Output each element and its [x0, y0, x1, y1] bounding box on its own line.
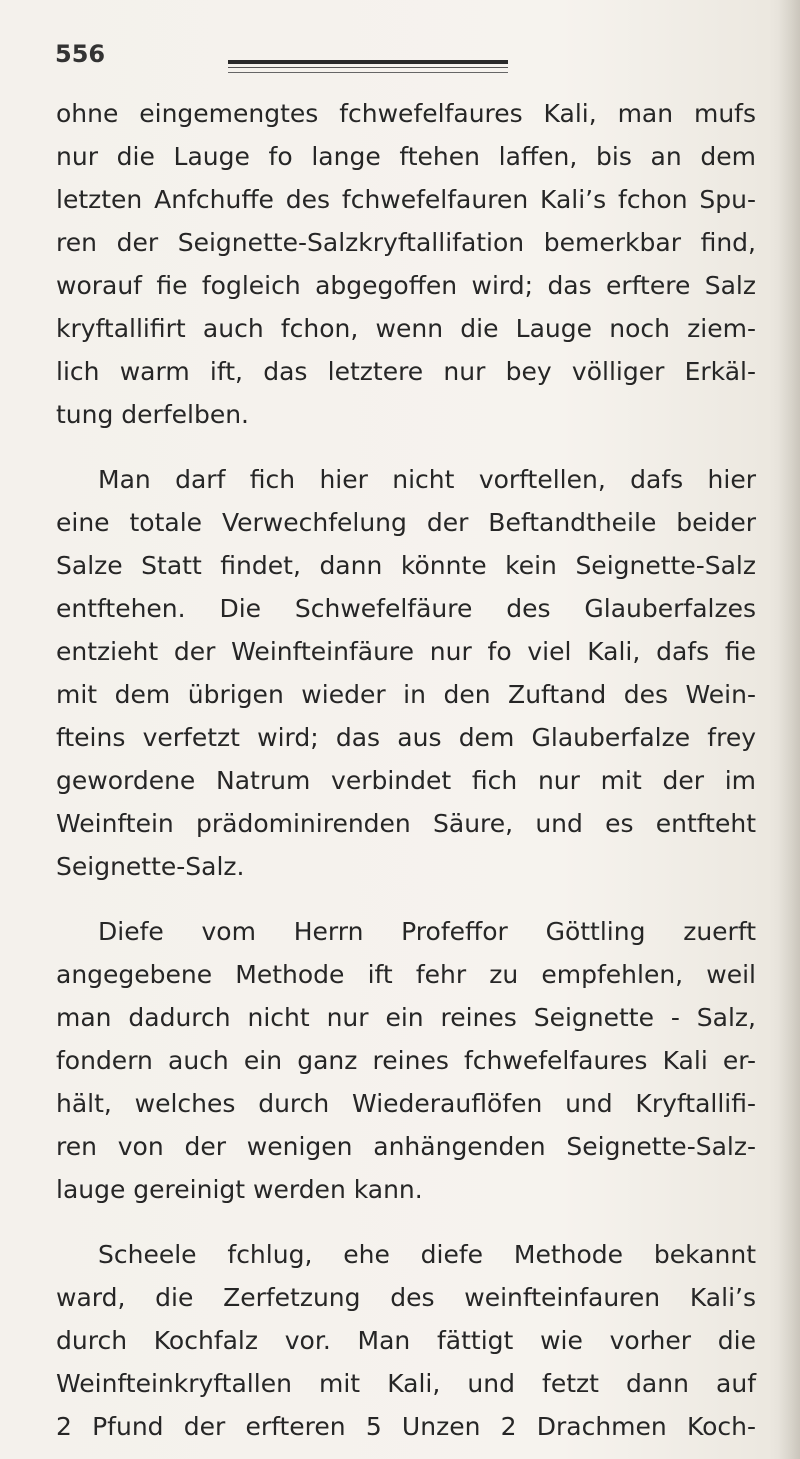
- text-line: man dadurch nicht nur ein reines Seignette - Salz,: [56, 1003, 756, 1032]
- header-rule-thin: [228, 72, 508, 73]
- header-rule: [228, 60, 508, 68]
- paragraph-gap: [56, 1211, 756, 1233]
- text-line: nur die Lauge fo lange ftehen laffen, bis an dem: [56, 142, 756, 171]
- text-line: kryftallifirt auch fchon, wenn die Lauge noch ziem-: [56, 314, 756, 343]
- text-line: entzieht der Weinfteinfäure nur fo viel Kali, dafs fie: [56, 637, 756, 666]
- text-line: Man darf fich hier nicht vorftellen, dafs hier: [98, 465, 756, 494]
- text-line: letzten Anfchuffe des fchwefelfauren Kali’s fchon Spu-: [56, 185, 756, 214]
- text-line: angegebene Methode ift fehr zu empfehlen, weil: [56, 960, 756, 989]
- text-line: eine totale Verwechfelung der Beftandtheile beider: [56, 508, 756, 537]
- text-line: hält, welches durch Wiederauflöfen und Kryftallifi-: [56, 1089, 756, 1118]
- text-line: Seignette-Salz.: [56, 852, 245, 881]
- paragraph-gap: [56, 888, 756, 910]
- paragraph: [56, 458, 756, 888]
- text-line: ren von der wenigen anhängenden Seignette-Salz-: [56, 1132, 756, 1161]
- text-line: durch Kochfalz vor. Man fättigt wie vorher die: [56, 1326, 756, 1355]
- text-line: Weinfteinkryftallen mit Kali, und fetzt dann auf: [56, 1369, 756, 1398]
- paragraph: [56, 92, 756, 436]
- text-line: ward, die Zerfetzung des weinfteinfauren Kali’s: [56, 1283, 756, 1312]
- text-line: fondern auch ein ganz reines fchwefelfaures Kali er-: [56, 1046, 756, 1075]
- text-line: 2 Pfund der erfteren 5 Unzen 2 Drachmen Koch-: [56, 1412, 756, 1441]
- text-line: ren der Seignette-Salzkryftallifation bemerkbar find,: [56, 228, 756, 257]
- text-line: lauge gereinigt werden kann.: [56, 1175, 423, 1204]
- paragraph: [56, 1233, 756, 1448]
- paragraph-gap: [56, 436, 756, 458]
- text-line: ohne eingemengtes fchwefelfaures Kali, man mufs: [56, 99, 756, 128]
- text-line: entftehen. Die Schwefelfäure des Glauberfalzes: [56, 594, 756, 623]
- text-line: tung derfelben.: [56, 400, 250, 429]
- text-line: worauf fie fogleich abgegoffen wird; das erftere Salz: [56, 271, 756, 300]
- text-line: Scheele fchlug, ehe diefe Methode bekannt: [98, 1240, 756, 1269]
- paragraph: [56, 910, 756, 1211]
- body-text: [56, 92, 756, 1448]
- text-line: Weinftein prädominirenden Säure, und es entfteht: [56, 809, 756, 838]
- text-line: gewordene Natrum verbindet fich nur mit der im: [56, 766, 756, 795]
- text-line: Diefe vom Herrn Profeffor Göttling zuerft: [98, 917, 756, 946]
- text-line: Salze Statt findet, dann könnte kein Seignette-Salz: [56, 551, 756, 580]
- text-line: fteins verfetzt wird; das aus dem Glauberfalze frey: [56, 723, 756, 752]
- page-edge-shadow: [778, 0, 800, 1459]
- page-number: 556: [55, 40, 106, 68]
- text-line: lich warm ift, das letztere nur bey völliger Erkäl-: [56, 357, 756, 386]
- text-line: mit dem übrigen wieder in den Zuftand des Wein-: [56, 680, 756, 709]
